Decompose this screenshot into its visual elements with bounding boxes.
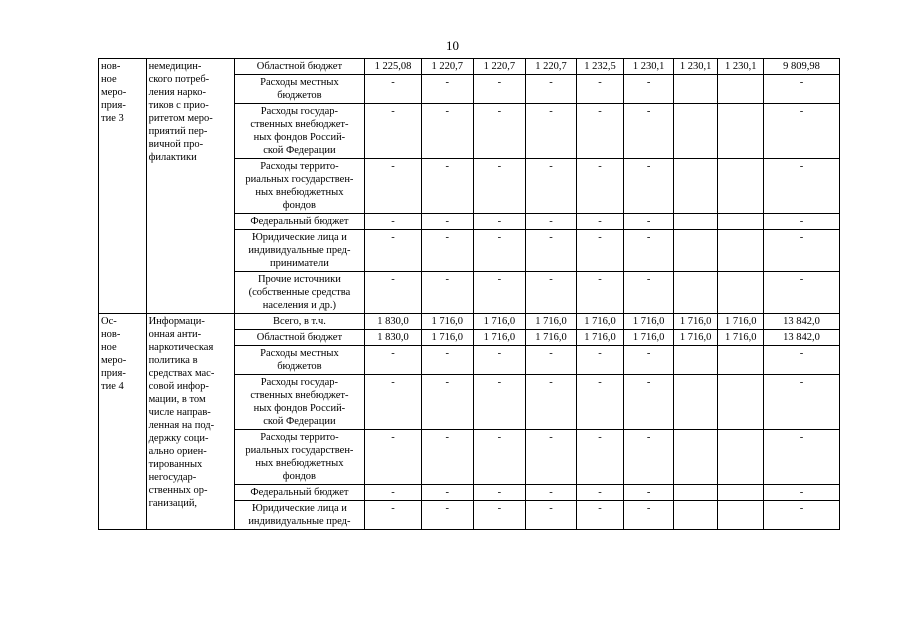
year-value-cell: - bbox=[624, 485, 674, 501]
year-value-cell: - bbox=[576, 104, 624, 159]
event-type-line: Ос- bbox=[101, 316, 117, 327]
year-value-cell: - bbox=[526, 346, 577, 375]
year-value-cell: - bbox=[421, 230, 473, 272]
year-value-cell: 1 716,0 bbox=[473, 314, 526, 330]
year-value-cell bbox=[673, 346, 718, 375]
year-value-cell bbox=[718, 346, 764, 375]
event-name-line: ленная на под- bbox=[148, 420, 215, 431]
year-value-cell: 1 830,0 bbox=[365, 330, 422, 346]
funding-source-line: риальных государствен- bbox=[245, 445, 354, 456]
year-value-cell: - bbox=[365, 230, 422, 272]
year-value-cell: 1 716,0 bbox=[624, 314, 674, 330]
funding-source-cell bbox=[234, 375, 365, 430]
total-value-cell: 13 842,0 bbox=[763, 330, 839, 346]
year-value-cell: - bbox=[624, 104, 674, 159]
event-name-line: ально ориен- bbox=[148, 446, 207, 457]
total-value-cell: - bbox=[763, 104, 839, 159]
year-value-cell: - bbox=[365, 75, 422, 104]
year-value-cell: 1 716,0 bbox=[421, 314, 473, 330]
event-type-line: тие 3 bbox=[101, 113, 124, 124]
year-value-cell: 1 716,0 bbox=[673, 314, 718, 330]
event-name-line: ственных ор- bbox=[148, 485, 208, 496]
funding-source-line: индивидуальные пред- bbox=[248, 516, 351, 527]
year-value-cell: - bbox=[421, 272, 473, 314]
total-value-cell: - bbox=[763, 230, 839, 272]
event-name-line: негосудар- bbox=[148, 472, 197, 483]
year-value-cell: - bbox=[576, 430, 624, 485]
event-name-line: числе направ- bbox=[148, 407, 211, 418]
year-value-cell bbox=[718, 272, 764, 314]
year-value-cell: 1 716,0 bbox=[718, 330, 764, 346]
event-name-line: тиков с прио- bbox=[148, 100, 209, 111]
event-type-line: нов- bbox=[101, 61, 121, 72]
funding-source-line: Расходы террито- bbox=[260, 432, 339, 443]
year-value-cell: - bbox=[624, 214, 674, 230]
event-name-line: приятий пер- bbox=[148, 126, 208, 137]
year-value-cell bbox=[673, 159, 718, 214]
year-value-cell: - bbox=[576, 230, 624, 272]
event-type-line: ное bbox=[101, 74, 117, 85]
total-value-cell: - bbox=[763, 272, 839, 314]
year-value-cell bbox=[673, 104, 718, 159]
year-value-cell: 1 220,7 bbox=[526, 59, 577, 75]
year-value-cell: - bbox=[624, 272, 674, 314]
year-value-cell: - bbox=[421, 485, 473, 501]
total-value-cell: - bbox=[763, 485, 839, 501]
funding-source-line: Областной бюджет bbox=[256, 332, 343, 343]
year-value-cell: - bbox=[624, 75, 674, 104]
total-value-cell: - bbox=[763, 75, 839, 104]
event-name-line: средствах мас- bbox=[148, 368, 215, 379]
year-value-cell: - bbox=[624, 375, 674, 430]
year-value-cell: - bbox=[526, 375, 577, 430]
year-value-cell: - bbox=[624, 159, 674, 214]
year-value-cell: 1 716,0 bbox=[526, 330, 577, 346]
event-type-line: прия- bbox=[101, 368, 126, 379]
year-value-cell: - bbox=[526, 104, 577, 159]
funding-source-line: Расходы террито- bbox=[260, 161, 339, 172]
funding-source-line: ской Федерации bbox=[263, 416, 336, 427]
funding-source-line: риальных государствен- bbox=[245, 174, 354, 185]
year-value-cell: 1 716,0 bbox=[421, 330, 473, 346]
year-value-cell: - bbox=[473, 272, 526, 314]
funding-source-line: ных фондов Россий- bbox=[253, 132, 346, 143]
year-value-cell bbox=[718, 75, 764, 104]
year-value-cell bbox=[718, 104, 764, 159]
event-name-line: ления нарко- bbox=[148, 87, 206, 98]
year-value-cell: 1 230,1 bbox=[673, 59, 718, 75]
event-name-line: ского потреб- bbox=[148, 74, 210, 85]
year-value-cell: 1 716,0 bbox=[526, 314, 577, 330]
year-value-cell: 1 716,0 bbox=[473, 330, 526, 346]
funding-source-line: (собственные средства bbox=[248, 287, 351, 298]
funding-source-line: ственных внебюджет- bbox=[250, 119, 349, 130]
funding-source-cell bbox=[234, 214, 365, 230]
year-value-cell: 1 716,0 bbox=[624, 330, 674, 346]
year-value-cell: - bbox=[576, 375, 624, 430]
year-value-cell: - bbox=[365, 214, 422, 230]
funding-source-line: ственных внебюджет- bbox=[250, 390, 349, 401]
funding-source-line: Юридические лица и bbox=[251, 503, 347, 514]
year-value-cell bbox=[718, 214, 764, 230]
year-value-cell: - bbox=[421, 159, 473, 214]
year-value-cell: - bbox=[473, 485, 526, 501]
year-value-cell: - bbox=[526, 430, 577, 485]
year-value-cell: - bbox=[421, 346, 473, 375]
funding-source-line: ных внебюджетных bbox=[255, 187, 344, 198]
year-value-cell bbox=[673, 75, 718, 104]
event-type-line: меро- bbox=[101, 355, 127, 366]
year-value-cell: - bbox=[473, 159, 526, 214]
funding-source-line: Расходы государ- bbox=[260, 106, 339, 117]
year-value-cell: - bbox=[421, 214, 473, 230]
year-value-cell: - bbox=[526, 214, 577, 230]
year-value-cell: - bbox=[473, 214, 526, 230]
year-value-cell: 1 716,0 bbox=[718, 314, 764, 330]
year-value-cell: - bbox=[365, 346, 422, 375]
year-value-cell: - bbox=[526, 230, 577, 272]
year-value-cell: - bbox=[526, 485, 577, 501]
year-value-cell bbox=[673, 501, 718, 530]
funding-source-cell bbox=[234, 314, 365, 330]
year-value-cell: 1 716,0 bbox=[673, 330, 718, 346]
year-value-cell: - bbox=[365, 501, 422, 530]
funding-source-cell bbox=[234, 485, 365, 501]
year-value-cell: - bbox=[526, 75, 577, 104]
budget-table bbox=[98, 58, 840, 530]
total-value-cell: - bbox=[763, 375, 839, 430]
total-value-cell: - bbox=[763, 214, 839, 230]
year-value-cell bbox=[718, 430, 764, 485]
year-value-cell: - bbox=[421, 104, 473, 159]
funding-source-cell bbox=[234, 75, 365, 104]
total-value-cell: - bbox=[763, 501, 839, 530]
funding-source-line: бюджетов bbox=[277, 90, 322, 101]
funding-source-line: приниматели bbox=[270, 258, 329, 269]
funding-source-line: ской Федерации bbox=[263, 145, 336, 156]
year-value-cell: 1 220,7 bbox=[473, 59, 526, 75]
funding-source-line: ных фондов Россий- bbox=[253, 403, 346, 414]
year-value-cell bbox=[718, 375, 764, 430]
event-type-cell bbox=[99, 59, 147, 314]
year-value-cell bbox=[673, 430, 718, 485]
event-name-line: держку соци- bbox=[148, 433, 209, 444]
year-value-cell: - bbox=[421, 75, 473, 104]
total-value-cell: 13 842,0 bbox=[763, 314, 839, 330]
year-value-cell: - bbox=[365, 159, 422, 214]
event-type-line: меро- bbox=[101, 87, 127, 98]
event-name-line: тированных bbox=[148, 459, 203, 470]
year-value-cell bbox=[718, 485, 764, 501]
year-value-cell: - bbox=[365, 375, 422, 430]
total-value-cell: 9 809,98 bbox=[763, 59, 839, 75]
funding-source-line: населения и др.) bbox=[262, 300, 337, 311]
year-value-cell: 1 830,0 bbox=[365, 314, 422, 330]
funding-source-cell bbox=[234, 59, 365, 75]
funding-source-line: бюджетов bbox=[277, 361, 322, 372]
funding-source-cell bbox=[234, 230, 365, 272]
total-value-cell: - bbox=[763, 346, 839, 375]
year-value-cell: - bbox=[576, 159, 624, 214]
funding-source-line: Федеральный бюджет bbox=[250, 487, 349, 498]
year-value-cell: - bbox=[624, 430, 674, 485]
event-name-line: политика в bbox=[148, 355, 198, 366]
event-name-line: вичной про- bbox=[148, 139, 204, 150]
year-value-cell bbox=[673, 485, 718, 501]
event-type-cell bbox=[99, 314, 147, 530]
funding-source-line: фондов bbox=[282, 200, 317, 211]
event-name-line: совой инфор- bbox=[148, 381, 209, 392]
year-value-cell: 1 716,0 bbox=[576, 330, 624, 346]
funding-source-line: Юридические лица и bbox=[251, 232, 347, 243]
year-value-cell bbox=[673, 272, 718, 314]
page-number: 10 bbox=[446, 38, 459, 53]
funding-source-line: Областной бюджет bbox=[256, 61, 343, 72]
year-value-cell bbox=[673, 375, 718, 430]
funding-source-cell bbox=[234, 330, 365, 346]
funding-source-cell bbox=[234, 430, 365, 485]
year-value-cell: 1 225,08 bbox=[365, 59, 422, 75]
funding-source-line: Расходы местных bbox=[260, 348, 339, 359]
funding-source-line: Прочие источники bbox=[257, 274, 341, 285]
table-row bbox=[99, 314, 840, 330]
year-value-cell: - bbox=[473, 75, 526, 104]
funding-source-cell bbox=[234, 272, 365, 314]
event-name-line: ганизаций, bbox=[148, 498, 198, 509]
year-value-cell: - bbox=[365, 430, 422, 485]
year-value-cell: - bbox=[576, 75, 624, 104]
year-value-cell: - bbox=[526, 501, 577, 530]
year-value-cell: - bbox=[473, 430, 526, 485]
event-name-line: онная анти- bbox=[148, 329, 202, 340]
year-value-cell: 1 716,0 bbox=[576, 314, 624, 330]
year-value-cell: - bbox=[576, 214, 624, 230]
funding-source-cell bbox=[234, 159, 365, 214]
total-value-cell: - bbox=[763, 159, 839, 214]
funding-source-line: Всего, в т.ч. bbox=[272, 316, 326, 327]
funding-source-line: фондов bbox=[282, 471, 317, 482]
year-value-cell: - bbox=[473, 501, 526, 530]
year-value-cell bbox=[673, 214, 718, 230]
total-value-cell: - bbox=[763, 430, 839, 485]
year-value-cell: - bbox=[576, 501, 624, 530]
year-value-cell: - bbox=[526, 159, 577, 214]
funding-source-cell bbox=[234, 104, 365, 159]
year-value-cell: - bbox=[576, 272, 624, 314]
year-value-cell: - bbox=[473, 346, 526, 375]
event-name-line: мации, в том bbox=[148, 394, 206, 405]
event-name-cell bbox=[146, 59, 234, 314]
event-type-line: прия- bbox=[101, 100, 126, 111]
year-value-cell: - bbox=[624, 230, 674, 272]
year-value-cell: - bbox=[365, 104, 422, 159]
year-value-cell: 1 230,1 bbox=[718, 59, 764, 75]
year-value-cell: 1 232,5 bbox=[576, 59, 624, 75]
year-value-cell: - bbox=[365, 485, 422, 501]
year-value-cell: - bbox=[576, 346, 624, 375]
year-value-cell bbox=[718, 230, 764, 272]
funding-source-cell bbox=[234, 346, 365, 375]
year-value-cell: 1 220,7 bbox=[421, 59, 473, 75]
event-name-line: немедицин- bbox=[148, 61, 202, 72]
year-value-cell: - bbox=[624, 501, 674, 530]
year-value-cell bbox=[718, 159, 764, 214]
event-type-line: нов- bbox=[101, 329, 121, 340]
event-name-line: наркотическая bbox=[148, 342, 214, 353]
event-name-line: Информаци- bbox=[148, 316, 205, 327]
funding-source-line: Федеральный бюджет bbox=[250, 216, 349, 227]
funding-source-cell bbox=[234, 501, 365, 530]
year-value-cell: - bbox=[576, 485, 624, 501]
event-type-line: ное bbox=[101, 342, 117, 353]
year-value-cell: 1 230,1 bbox=[624, 59, 674, 75]
event-type-line: тие 4 bbox=[101, 381, 124, 392]
budget-table-body bbox=[99, 59, 840, 530]
year-value-cell: - bbox=[421, 501, 473, 530]
funding-source-line: индивидуальные пред- bbox=[248, 245, 351, 256]
year-value-cell: - bbox=[473, 375, 526, 430]
funding-source-line: Расходы государ- bbox=[260, 377, 339, 388]
table-row bbox=[99, 59, 840, 75]
funding-source-line: Расходы местных bbox=[260, 77, 339, 88]
year-value-cell bbox=[673, 230, 718, 272]
event-name-line: ритетом меро- bbox=[148, 113, 213, 124]
year-value-cell: - bbox=[624, 346, 674, 375]
funding-source-line: ных внебюджетных bbox=[255, 458, 344, 469]
event-name-cell bbox=[146, 314, 234, 530]
year-value-cell: - bbox=[473, 230, 526, 272]
year-value-cell: - bbox=[421, 430, 473, 485]
year-value-cell: - bbox=[526, 272, 577, 314]
event-name-line: филактики bbox=[148, 152, 197, 163]
year-value-cell: - bbox=[421, 375, 473, 430]
year-value-cell: - bbox=[365, 272, 422, 314]
year-value-cell bbox=[718, 501, 764, 530]
year-value-cell: - bbox=[473, 104, 526, 159]
